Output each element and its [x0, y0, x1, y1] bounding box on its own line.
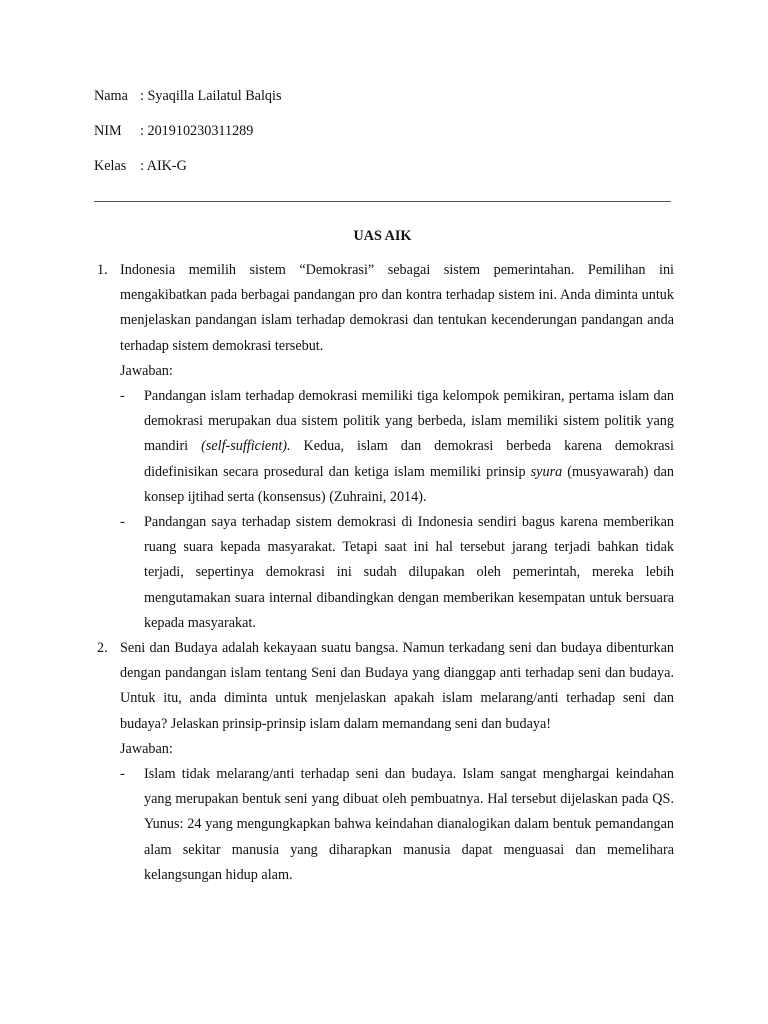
question-number: 2. [97, 640, 108, 657]
student-info [94, 86, 281, 191]
nim-value: : 201910230311289 [140, 123, 254, 139]
document-title: UAS AIK [353, 228, 412, 244]
class-label: Kelas [94, 158, 127, 174]
name-label: Nama [94, 88, 128, 104]
answer-text-part: (musyawarah) dan konsep ijtihad serta (konsensus) (Zuhraini, 2014). [144, 463, 675, 505]
answer-text: Islam tidak melarang/anti terhadap seni dan budaya. Islam sangat menghargai keindahan yang merupakan bentuk seni yang dibuat oleh pembuatnya. Hal tersebut dijelaskan pada QS. Yunus: 24 yang mengungkapkan bahwa keindahan dianalogikan dalam bentuk pemandangan alam sekitar manusia yang diharapkan manusia dapat menguasai dan memelihara kelangsungan hidup alam. [144, 766, 674, 883]
question-2 [94, 636, 674, 888]
answer-text-part: Pandangan islam terhadap demokrasi memiliki tiga kelompok pemikiran, pertama islam dan demokrasi merupakan dua sistem politik yang berbeda, islam memiliki sistem politik yang mandiri [144, 388, 674, 455]
bullet-dash: - [120, 514, 125, 531]
answer-italic-term: (self-sufficient). [201, 438, 291, 455]
bullet-dash: - [120, 388, 125, 405]
answer-item [120, 510, 674, 636]
answer-item [120, 762, 674, 888]
answer-text-part: Kedua, islam dan demokrasi berbeda karena demokrasi didefinisikan secara prosedural dan ketiga islam memiliki prinsip [144, 438, 674, 480]
answer-label: Jawaban: [120, 362, 173, 379]
question-1 [94, 258, 674, 636]
header-divider [94, 201, 671, 202]
answer-text [144, 384, 674, 510]
answer-italic-term: syura [530, 463, 563, 480]
answer-label: Jawaban: [120, 740, 173, 757]
answer-item [120, 384, 674, 510]
nim-label: NIM [94, 123, 122, 139]
answer-text: Pandangan saya terhadap sistem demokrasi di Indonesia sendiri bagus karena memberikan ruang suara kepada masyarakat. Tetapi saat ini hal tersebut jarang terjadi bahkan tidak terjadi, sepertinya demokrasi ini sudah dilupakan oleh pemerintah, mereka lebih mengutamakan suara internal dibandingkan dengan memberikan kesempatan untuk bersuara kepada masyarakat. [144, 514, 674, 631]
question-text: Indonesia memilih sistem “Demokrasi” sebagai sistem pemerintahan. Pemilihan ini mengakibatkan pada berbagai pandangan pro dan kontra terhadap sistem ini. Anda diminta untuk menjelaskan pandangan islam terhadap demokrasi dan tentukan kecenderungan pandangan anda terhadap sistem demokrasi tersebut. [120, 262, 674, 354]
bullet-dash: - [120, 766, 125, 783]
nim-row [94, 121, 281, 156]
name-value: : Syaqilla Lailatul Balqis [140, 88, 282, 104]
name-row [94, 86, 281, 121]
question-text: Seni dan Budaya adalah kekayaan suatu bangsa. Namun terkadang seni dan budaya dibenturkan dengan pandangan islam tentang Seni dan Budaya yang dianggap anti terhadap seni dan budaya. Untuk itu, anda diminta untuk menjelaskan apakah islam melarang/anti terhadap seni dan budaya? Jelaskan prinsip-prinsip islam dalam memandang seni dan budaya! [120, 640, 674, 732]
question-number: 1. [97, 262, 108, 278]
class-row [94, 156, 281, 191]
class-value: : AIK-G [140, 158, 187, 174]
questions-list [94, 258, 674, 888]
